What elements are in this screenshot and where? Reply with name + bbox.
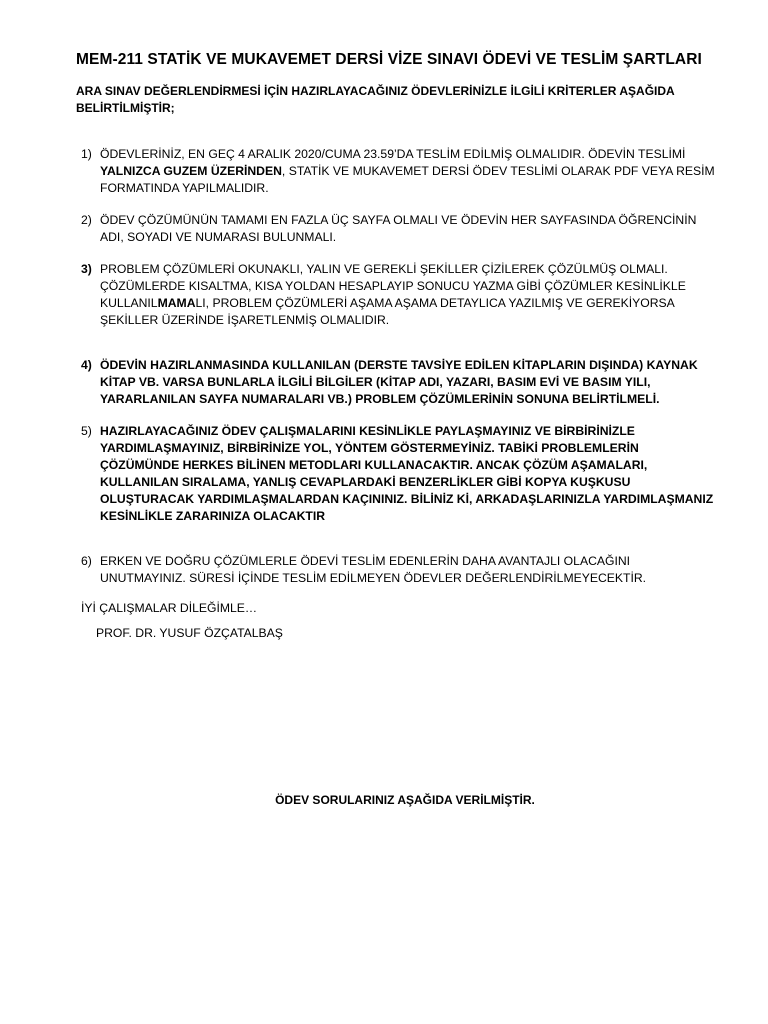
list-item-number: 5)	[81, 424, 92, 438]
highlight-text: MAMA	[157, 296, 196, 310]
intro-paragraph: ARA SINAV DEĞERLENDİRMESİ İÇİN HAZIRLAYACAĞINIZ ÖDEVLERİNİZLE İLGİLİ KRİTERLER AŞAĞIDA BELİRTİLMİŞTİR;	[76, 84, 675, 115]
list-item-text: HAZIRLAYACAĞINIZ ÖDEV ÇALIŞMALARINI KESİNLİKLE PAYLAŞMAYINIZ VE BİRBİRİNİZLE YARDIMLAŞMAYINIZ, BİRBİRİNİZE YOL, YÖNTEM GÖSTERMEYİNİZ. TABİKİ PROBLEMLERİN ÇÖZÜMÜNDE HERKES BİLİNEN METODLARI KULLANACAKTIR. ANCAK ÇÖZÜM AŞAMALARI, KULLANILAN SIRALAMA, YANLIŞ CEVAPLARDAKİ BENZERLİKLER GİBİ KOPYA KUŞKUSU OLUŞTURACAK YARDIMLAŞMALARDAN KAÇININIZ. BİLİNİZ Kİ, ARKADAŞLARINIZLA YARDIMLAŞMANIZ KESİNLİKLE ZARARINIZA OLACAKTIR	[100, 424, 714, 523]
list-item-number: 2)	[81, 213, 92, 227]
list-item-number: 1)	[81, 147, 92, 161]
list-item-6	[81, 553, 716, 587]
list-item-text: PROBLEM ÇÖZÜMLERİ OKUNAKLI, YALIN VE GEREKLİ ŞEKİLLER ÇİZİLEREK ÇÖZÜLMÜŞ OLMALI. ÇÖZÜMLERDE KISALTMA, KISA YOLDAN HESAPLAYIP SONUCU YAZMA GİBİ ÇÖZÜMLER KESİNLİKLE KULLANILMAMALI, PROBLEM ÇÖZÜMLERİ AŞAMA AŞAMA DETAYLICA YAZILMIŞ VE GEREKİYORSA ŞEKİLLER ÜZERİNDE İŞARETLENMİŞ OLMALIDIR.	[100, 262, 686, 327]
list-item-3	[81, 261, 716, 329]
list-item-text: ÖDEVİN HAZIRLANMASINDA KULLANILAN (DERSTE TAVSİYE EDİLEN KİTAPLARIN DIŞINDA) KAYNAK KİTAP VB. VARSA BUNLARLA İLGİLİ BİLGİLER (KİTAP ADI, YAZARI, BASIM EVİ VE BASIM YILI, YARARLANILAN SAYFA NUMARALARI VB.) PROBLEM ÇÖZÜMLERİNİN SONUNA BELİRTİLMELİ.	[100, 358, 698, 406]
list-item-1	[81, 146, 716, 197]
highlight-text: YALNIZCA GUZEM ÜZERİNDEN	[100, 164, 282, 178]
list-item-number: 6)	[81, 554, 92, 568]
signature: PROF. DR. YUSUF ÖZÇATALBAŞ	[96, 626, 283, 640]
list-item-5	[81, 423, 716, 525]
list-item-text: ERKEN VE DOĞRU ÇÖZÜMLERLE ÖDEVİ TESLİM EDENLERİN DAHA AVANTAJLI OLACAĞINI UNUTMAYINIZ. SÜRESİ İÇİNDE TESLİM EDİLMEYEN ÖDEVLER DEĞERLENDİRİLMEYECEKTİR.	[100, 554, 647, 585]
footer-note: ÖDEV SORULARINIZ AŞAĞIDA VERİLMİŞTİR.	[275, 793, 535, 807]
list-item-number: 3)	[81, 262, 92, 276]
list-item-4	[81, 357, 716, 408]
closing-text: İYİ ÇALIŞMALAR DİLEĞİMLE…	[81, 601, 258, 615]
document-title: MEM-211 STATİK VE MUKAVEMET DERSİ VİZE SINAVI ÖDEVİ VE TESLİM ŞARTLARI	[76, 51, 702, 68]
list-item-number: 4)	[81, 358, 92, 372]
list-item-text: ÖDEVLERİNİZ, EN GEÇ 4 ARALIK 2020/CUMA 23.59’DA TESLİM EDİLMİŞ OLMALIDIR. ÖDEVİN TESLİMİ YALNIZCA GUZEM ÜZERİNDEN, STATİK VE MUKAVEMET DERSİ ÖDEV TESLİMİ OLARAK PDF VEYA RESİM FORMATINDA YAPILMALIDIR.	[100, 147, 715, 195]
list-item-text: ÖDEV ÇÖZÜMÜNÜN TAMAMI EN FAZLA ÜÇ SAYFA OLMALI VE ÖDEVİN HER SAYFASINDA ÖĞRENCİNİN ADI, SOYADI VE NUMARASI BULUNMALI.	[100, 213, 697, 244]
list-item-2	[81, 212, 716, 246]
